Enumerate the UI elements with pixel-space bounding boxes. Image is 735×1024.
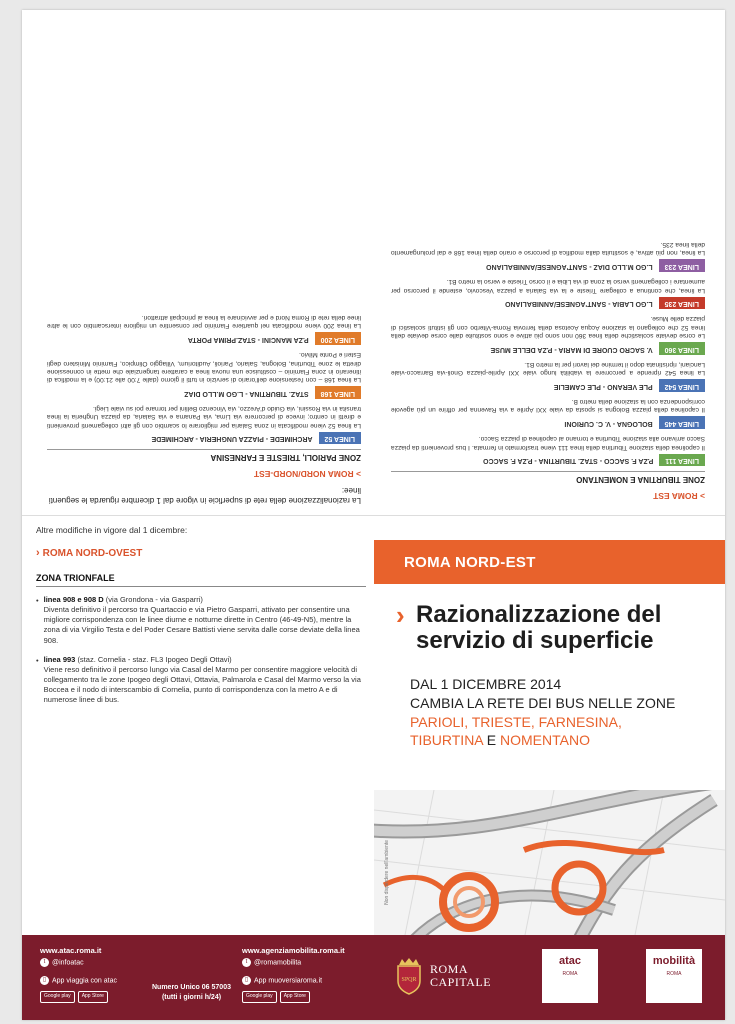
- line-111-row: [391, 454, 705, 467]
- road-interchange-illustration: [374, 790, 725, 940]
- line-route: PLE VERANO - PLE CAMELIE: [553, 382, 653, 390]
- atac-twitter-link[interactable]: @infoatac: [52, 958, 84, 966]
- line-badge: LINEA 360: [659, 342, 705, 355]
- line-route: STAZ. TIBURTINA - L.GO M.LLO DIAZ: [184, 389, 309, 397]
- line-description: Il capolinea della piazza Bologna si sposta da viale XXI Aprile a via Ravenna per offrire un più agevole corrispondenza con la stazione della metro B.: [391, 398, 705, 414]
- line-route: P.ZA MANCINI - STAZ.PRIMA PORTA: [187, 336, 309, 344]
- line-200-row: [47, 332, 361, 345]
- bullet-icon: •: [36, 596, 39, 605]
- line-route: BOLOGNA - V. C. CURIONI: [564, 420, 653, 428]
- line-542-row: [391, 379, 705, 392]
- call-center-number: Numero Unico 06 57003: [152, 984, 231, 991]
- page-title: Razionalizzazione del servizio di superficie: [416, 601, 662, 655]
- fold-line: [22, 515, 725, 516]
- roma-capitale-logo: ROMA CAPITALE: [430, 962, 492, 989]
- line-description: La linea 542 riprende a percorrere la viabilità lungo viale XXI Aprile-piazza Gnoli-via Barracco-viale Lanciani, ripristinata dopo il termine dei lavori per la metro B1.: [391, 360, 705, 377]
- line-445-row: [391, 416, 705, 429]
- region-nord-ovest-heading: › ROMA NORD-OVEST: [36, 547, 143, 559]
- line-route: V. SACRO CUORE DI MARIA - P.ZA DELLE MUSE: [490, 345, 653, 353]
- roma-capitale-crest-icon: [394, 957, 424, 995]
- cover-subtitle: [374, 655, 725, 751]
- line-route: P.ZA F. SACCO - STAZ. TIBURTINA - P.ZA F. SACCO: [483, 457, 654, 465]
- cover-date: DAL 1 DICEMBRE 2014: [410, 675, 562, 692]
- line-description: Le corse deviate scolastiche della linea 360 non sono più attive e sono sostituite dalle corse deviate della linea 52 che collegano la stazione Acqua Acetosa della ferrovia Roma-Viterbo con gli istituti scolastici di piazza delle Muse.: [391, 315, 705, 339]
- footer-atac-contacts: [40, 945, 117, 1003]
- recycle-note: Non disperdere nell'ambiente: [384, 840, 390, 905]
- line-badge: LINEA 200: [315, 332, 361, 345]
- twitter-icon: t: [40, 958, 49, 967]
- line-360-row: [391, 342, 705, 355]
- atac-website-link[interactable]: www.atac.roma.it: [40, 946, 102, 955]
- item-lines: linea 908 e 908 D: [43, 595, 104, 604]
- line-route: ARCHIMEDE - PIAZZA UNGHERIA - ARCHIMEDE: [151, 435, 313, 443]
- line-233-row: [391, 259, 705, 272]
- call-center: [152, 983, 231, 1003]
- leaflet-sheet: [22, 10, 725, 1020]
- footer-agency-contacts: [242, 945, 345, 1003]
- agency-app-label: App muoversiaroma.it: [254, 977, 323, 985]
- list-item: [36, 655, 366, 706]
- atac-logo: atac ROMA: [542, 949, 598, 1003]
- google-play-badge[interactable]: Google play: [40, 991, 75, 1003]
- agency-website-link[interactable]: www.agenziamobilita.roma.it: [242, 946, 345, 955]
- zone-tiburtina-heading: ZONE TIBURTINA E NOMENTANO: [391, 471, 705, 484]
- item-text: Diventa definitivo il percorso tra Quartaccio e via Pietro Gasparri, attivato per consentire una migliore corrispondenza con le linee diurne e notturne dirette in Centro (46-49-N5), mentre la zona di via Virgilio Testa e del Poder Cesare Battisti viene servita dalle corse deviate della linea 908.: [43, 605, 360, 645]
- line-route: L.GO LABIA - SANT'AGNESE/ANNIBALIANO: [504, 300, 653, 308]
- item-text: Viene reso definitivo il percorso lungo via Casal del Marmo per consentire maggiore velocità di collegamento tra le zone Ipogeo degli Ottavi, Ottavia, Palmarola e Casal del Marmo verso la via Boccea e il nodo di interscambio di Cornelia, punto di corrispondenza con la metro A e di numerose linee di bus.: [43, 664, 361, 705]
- twitter-icon: t: [242, 958, 251, 967]
- app-store-badge[interactable]: App Store: [280, 991, 310, 1003]
- zone-trionfale-heading: ZONA TRIONFALE: [36, 573, 366, 587]
- line-badge: LINEA 445: [659, 416, 705, 429]
- call-center-hours: (tutti i giorni h/24): [161, 993, 222, 1001]
- line-description: La linea 168 – con l'estensione dell'orario di servizio in tutti il giorno (dalle 7:00 alle 21:00) e la modifica di itinerario in zona Flaminio – costituisce una nuova linea a carattere tangenziale che mette in connessione diretta le zone Tiburtina, Bologna, Salario, Parioli, Auditorium, Villaggio Olimpico, Flaminio Ministero degli Esteri e Ponte Milvio.: [47, 351, 361, 384]
- cover-region: ROMA NORD-EST: [404, 553, 536, 571]
- line-52-row: [47, 432, 361, 445]
- atac-app-label: App viaggia con atac: [52, 977, 117, 985]
- line-badge: LINEA 52: [319, 432, 361, 445]
- line-route: L.GO M.LLO DIAZ - SANT'AGNESE/ANNIBALIANO: [486, 263, 653, 271]
- line-168-row: [47, 386, 361, 399]
- right-column-flipped: [383, 230, 713, 515]
- left-column-flipped: [39, 303, 369, 515]
- item-lines: linea 993: [43, 654, 76, 664]
- region-nord-est-heading: > ROMA NORD/NORD-EST: [253, 469, 361, 479]
- google-play-badge[interactable]: Google play: [242, 991, 277, 1003]
- intro-text: La razionalizzazione della rete di superficie in vigore dal 1 dicembre riguarda le seguenti linee:: [48, 486, 361, 505]
- item-route: (staz. Cornelia - staz. FL3 Ipogeo Degli Ottavi): [77, 654, 232, 664]
- phone-icon: ▯: [40, 976, 49, 985]
- line-badge: LINEA 111: [659, 454, 705, 467]
- cover-band: [374, 540, 725, 584]
- item-route: (via Grondona - via Gasparri): [105, 595, 203, 604]
- roma-mobilita-logo: mobilità ROMA: [646, 949, 702, 1003]
- line-description: Il capolinea della stazione Tiburtina della linea 111 viene trasformato in fermata. I bus provenienti da piazza Sacco arrivano alla stazione Tiburtina e tornano al capolinea di piazza Sacco.: [391, 435, 705, 451]
- cover-panel: [374, 540, 725, 940]
- zone-parioli-heading: ZONE PARIOLI, TRIESTE E FARNESINA: [47, 449, 361, 462]
- phone-icon: ▯: [242, 976, 251, 985]
- bullet-icon: •: [36, 655, 39, 665]
- cover-zones-1: PARIOLI, TRIESTE, FARNESINA,: [410, 713, 622, 730]
- line-badge: LINEA 233: [659, 259, 705, 272]
- app-store-badge[interactable]: App Store: [78, 991, 108, 1003]
- line-description: La linea 52 viene modificata in zona Salaria per migliorare lo scambio con gli altri collegamenti provenienti e diretti in centro; invece di percorrere via Lima, via Panama e via Salaria, da piazza Ungheria la linea transita in via Rossini, via Guido d'Arezzo, via Vincenzo Bellini per tornare poi su viale Liegi.: [47, 405, 361, 429]
- chevron-right-icon: ›: [396, 600, 405, 630]
- other-modifications: [36, 525, 366, 714]
- line-badge: LINEA 235: [659, 297, 705, 310]
- region-est-heading: > ROMA EST: [653, 491, 705, 501]
- list-item: [36, 595, 366, 646]
- modifications-title: Altre modifiche in vigore dal 1 dicembre:: [36, 525, 188, 535]
- line-description: La linea, che continua a collegare Trieste e la via Salaria a piazza Vescovio, estende il percorso per aumentare i collegamenti verso la zona di via Libia e il corso Trieste e verso la metro B1.: [391, 278, 705, 294]
- footer: [22, 935, 725, 1020]
- flipped-inner-page: [22, 10, 725, 515]
- cover-change: CAMBIA LA RETE DEI BUS NELLE ZONE: [410, 694, 676, 711]
- line-description: La linea 200 viene modificata nel quartiere Flaminio per consentire un migliore interscambio con le altre linee della rete di Roma Nord e per avvicinare la linea ai principali attrattori.: [47, 314, 361, 330]
- line-description: La linea, non più attiva, è sostituita dalla modifica di percorso e orario della linea 168 e dal prolungamento della linea 235.: [391, 241, 705, 257]
- line-badge: LINEA 542: [659, 379, 705, 392]
- line-235-row: [391, 297, 705, 310]
- cover-title: [374, 584, 725, 655]
- chevron-right-icon: ›: [36, 547, 40, 559]
- agency-twitter-link[interactable]: @romamobilita: [254, 958, 302, 966]
- cover-zones-2: TIBURTINA E NOMENTANO: [410, 732, 590, 749]
- line-badge: LINEA 168: [315, 386, 361, 399]
- svg-text:SPQR: SPQR: [401, 977, 417, 983]
